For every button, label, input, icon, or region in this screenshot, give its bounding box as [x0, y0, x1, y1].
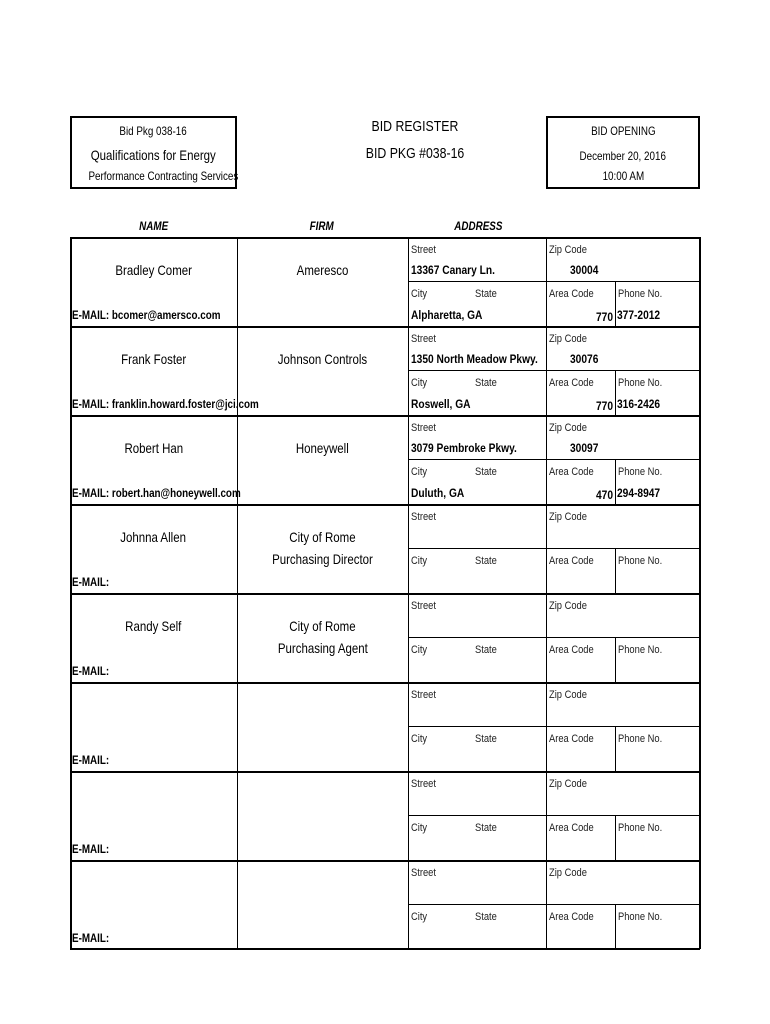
table-bottom-border — [70, 948, 700, 950]
phone-label: Phone No. — [618, 377, 663, 389]
city-label: City — [411, 288, 428, 300]
city-state-value: Alpharetta, GA — [411, 308, 483, 322]
registrant-name — [70, 707, 237, 723]
street-label: Street — [411, 244, 436, 256]
city-label: City — [411, 555, 428, 567]
registrant-email: E-MAIL: — [72, 931, 110, 945]
row-divider — [70, 860, 700, 862]
registrant-email: E-MAIL: — [72, 664, 110, 678]
column-divider — [237, 593, 238, 682]
area-code-value-cell — [546, 575, 613, 593]
zip-label: Zip Code — [549, 244, 587, 256]
firm-title — [237, 818, 408, 834]
column-header-name: NAME — [139, 219, 168, 233]
registrant-name — [70, 796, 237, 812]
city-label: City — [411, 466, 428, 478]
column-divider — [237, 237, 238, 326]
area-code-value-cell — [546, 664, 613, 682]
zip-value: 30004 — [570, 263, 599, 277]
column-divider — [615, 370, 616, 415]
area-code-value-cell — [546, 397, 613, 415]
firm-title — [237, 462, 408, 478]
state-label: State — [475, 288, 497, 300]
area-code-value-cell — [546, 753, 613, 771]
phone-value: 316-2426 — [617, 397, 661, 411]
row-divider — [70, 504, 700, 506]
registrant-name: Johnna Allen — [120, 529, 187, 545]
street-label: Street — [411, 689, 436, 701]
area-code-value: 770 — [595, 310, 613, 324]
firm-title: Purchasing Director — [272, 551, 373, 567]
zip-value: 30097 — [570, 441, 599, 455]
registrant-name — [70, 885, 237, 901]
phone-label: Phone No. — [618, 911, 663, 923]
register-title: BID REGISTER — [371, 118, 459, 135]
address-mid-divider — [408, 459, 700, 460]
street-value: 1350 North Meadow Pkwy. — [411, 352, 538, 366]
firm-name — [237, 885, 408, 901]
area-code-label: Area Code — [549, 911, 594, 923]
column-divider — [615, 904, 616, 949]
row-divider — [70, 415, 700, 417]
state-label: State — [475, 911, 497, 923]
city-state-value: Roswell, GA — [411, 397, 471, 411]
address-mid-divider — [408, 904, 700, 905]
city-state-value: Duluth, GA — [411, 486, 465, 500]
column-header-address: ADDRESS — [453, 219, 503, 233]
column-header-firm: FIRM — [309, 219, 335, 233]
area-code-value-cell — [546, 842, 613, 860]
column-divider — [615, 281, 616, 326]
address-mid-divider — [408, 548, 700, 549]
column-divider — [237, 771, 238, 860]
zip-label: Zip Code — [549, 333, 587, 345]
registrant-email: E-MAIL: — [72, 575, 110, 589]
city-label: City — [411, 822, 428, 834]
row-divider — [70, 682, 700, 684]
firm-name — [237, 707, 408, 723]
area-code-value-cell — [546, 308, 613, 326]
street-label: Street — [411, 867, 436, 879]
column-divider — [615, 459, 616, 504]
phone-label: Phone No. — [618, 555, 663, 567]
area-code-label: Area Code — [549, 466, 594, 478]
bid-package-subtitle: Performance Contracting Services — [88, 169, 239, 183]
state-label: State — [475, 644, 497, 656]
zip-label: Zip Code — [549, 778, 587, 790]
registrant-email: E-MAIL: franklin.howard.foster@jci.com — [72, 397, 259, 411]
area-code-value-cell — [546, 486, 613, 504]
phone-label: Phone No. — [618, 733, 663, 745]
city-label: City — [411, 733, 428, 745]
area-code-value: 470 — [595, 488, 613, 502]
state-label: State — [475, 733, 497, 745]
zip-label: Zip Code — [549, 689, 587, 701]
state-label: State — [475, 822, 497, 834]
address-mid-divider — [408, 815, 700, 816]
row-divider — [70, 771, 700, 773]
registrant-name: Bradley Comer — [115, 262, 192, 278]
bid-package-box — [70, 116, 237, 189]
area-code-label: Area Code — [549, 555, 594, 567]
area-code-label: Area Code — [549, 822, 594, 834]
column-divider — [615, 548, 616, 593]
bid-opening-date: December 20, 2016 — [579, 149, 667, 163]
street-value: 3079 Pembroke Pkwy. — [411, 441, 517, 455]
state-label: State — [475, 377, 497, 389]
firm-title — [237, 284, 408, 300]
phone-value: 294-8947 — [617, 486, 661, 500]
phone-value: 377-2012 — [617, 308, 661, 322]
address-mid-divider — [408, 637, 700, 638]
area-code-label: Area Code — [549, 377, 594, 389]
column-divider — [237, 682, 238, 771]
firm-title — [237, 729, 408, 745]
registrant-name: Robert Han — [124, 440, 183, 456]
area-code-value: 770 — [595, 399, 613, 413]
street-label: Street — [411, 422, 436, 434]
registrant-name: Frank Foster — [120, 351, 187, 367]
street-label: Street — [411, 333, 436, 345]
registrant-email: E-MAIL: — [72, 842, 110, 856]
row-divider — [70, 326, 700, 328]
zip-value: 30076 — [570, 352, 599, 366]
city-label: City — [411, 911, 428, 923]
bid-opening-title: BID OPENING — [590, 124, 656, 138]
bid-package-number: Bid Pkg 038-16 — [119, 124, 188, 138]
address-mid-divider — [408, 281, 700, 282]
registrant-email: E-MAIL: — [72, 753, 110, 767]
row-divider — [70, 593, 700, 595]
area-code-label: Area Code — [549, 733, 594, 745]
area-code-label: Area Code — [549, 644, 594, 656]
street-label: Street — [411, 511, 436, 523]
state-label: State — [475, 555, 497, 567]
column-divider — [237, 504, 238, 593]
bid-package-title: Qualifications for Energy — [90, 147, 217, 163]
register-subtitle: BID PKG #038-16 — [365, 145, 465, 162]
bid-opening-time: 10:00 AM — [602, 169, 644, 183]
state-label: State — [475, 466, 497, 478]
zip-label: Zip Code — [549, 867, 587, 879]
phone-label: Phone No. — [618, 288, 663, 300]
row-divider — [70, 237, 700, 239]
phone-label: Phone No. — [618, 466, 663, 478]
registrant-email: E-MAIL: bcomer@amersco.com — [72, 308, 221, 322]
registrant-email: E-MAIL: robert.han@honeywell.com — [72, 486, 241, 500]
bid-opening-box — [546, 116, 700, 189]
street-value: 13367 Canary Ln. — [411, 263, 495, 277]
zip-label: Zip Code — [549, 511, 587, 523]
column-divider — [615, 815, 616, 860]
registrant-name: Randy Self — [125, 618, 182, 634]
column-divider — [615, 726, 616, 771]
firm-name — [237, 796, 408, 812]
address-mid-divider — [408, 726, 700, 727]
city-label: City — [411, 644, 428, 656]
zip-label: Zip Code — [549, 600, 587, 612]
firm-name: Ameresco — [296, 262, 349, 278]
street-label: Street — [411, 778, 436, 790]
column-divider — [615, 637, 616, 682]
firm-title — [237, 907, 408, 923]
firm-title — [237, 373, 408, 389]
column-divider — [237, 860, 238, 949]
firm-name: Honeywell — [296, 440, 349, 456]
address-mid-divider — [408, 370, 700, 371]
firm-title: Purchasing Agent — [277, 640, 368, 656]
firm-name: City of Rome — [289, 618, 356, 634]
street-label: Street — [411, 600, 436, 612]
firm-name: City of Rome — [289, 529, 356, 545]
zip-label: Zip Code — [549, 422, 587, 434]
phone-label: Phone No. — [618, 644, 663, 656]
phone-label: Phone No. — [618, 822, 663, 834]
firm-name: Johnson Controls — [277, 351, 368, 367]
area-code-value-cell — [546, 931, 613, 949]
city-label: City — [411, 377, 428, 389]
area-code-label: Area Code — [549, 288, 594, 300]
